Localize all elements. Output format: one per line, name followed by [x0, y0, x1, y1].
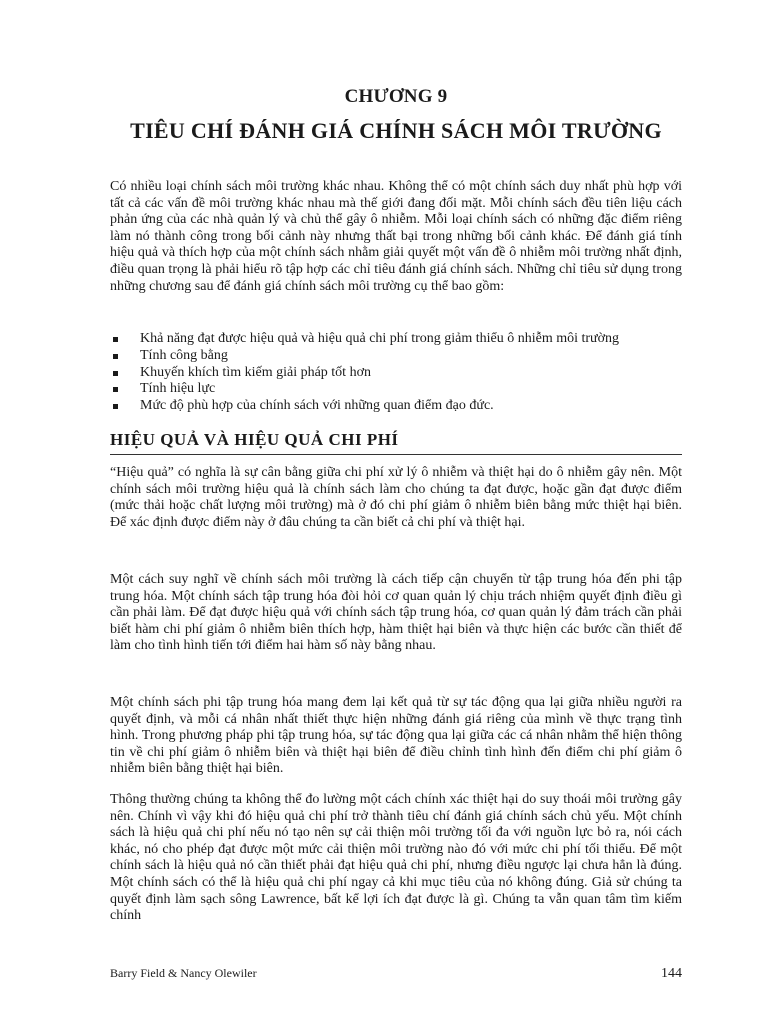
list-item-text: Khuyến khích tìm kiếm giải pháp tốt hơn	[140, 364, 371, 380]
document-page	[110, 0, 682, 1024]
list-item	[110, 398, 682, 415]
list-item-text: Tính công bằng	[140, 347, 228, 363]
section-heading: HIỆU QUẢ VÀ HIỆU QUẢ CHI PHÍ	[110, 430, 682, 455]
list-item-text: Mức độ phù hợp của chính sách với những quan điểm đạo đức.	[140, 398, 494, 414]
section-paragraph: Một cách suy nghĩ về chính sách môi trường là cách tiếp cận chuyển từ tập trung hóa đến phi tập trung hóa. Một chính sách tập trung hóa đòi hỏi cơ quan quản lý chịu trách nhiệm quyết định điều gì cần phải làm. Để đạt được hiệu quả với chính sách tập trung hóa, cơ quan quản lý đảm trách cần phải biết hàm chi phí giảm ô nhiễm biên thích hợp, hàm thiệt hại biên và thực hiện các bước cần thiết để làm cho tình hình tiến tới điểm hai hàm số này bằng nhau.	[110, 572, 682, 654]
footer-authors: Barry Field & Nancy Olewiler	[110, 966, 257, 980]
criteria-list	[110, 331, 682, 415]
square-bullet-icon	[113, 371, 118, 376]
list-item	[110, 365, 682, 382]
square-bullet-icon	[113, 387, 118, 392]
page-number: 144	[661, 966, 682, 981]
section-paragraph: “Hiệu quả” có nghĩa là sự cân bằng giữa chi phí xử lý ô nhiễm và thiệt hại do ô nhiễm gây nên. Một chính sách môi trường hiệu quả là chính sách làm cho chúng ta đạt được, hoặc gần đạt được điểm (mức thải hoặc chất lượng môi trường) mà ở đó chi phí giảm ô nhiễm biên bằng mức thiệt hại biên. Để xác định được điểm này ở đâu chúng ta cần biết cả chi phí và thiệt hại.	[110, 465, 682, 530]
intro-paragraph: Có nhiều loại chính sách môi trường khác nhau. Không thể có một chính sách duy nhất phù hợp với tất cả các vấn đề môi trường khác nhau mà thế giới đang đối mặt. Mỗi chính sách đều tiên liệu cách phản ứng của các nhà quản lý và chủ thể gây ô nhiễm. Mỗi loại chính sách có những đặc điểm riêng làm nó thành công trong bối cảnh này nhưng thất bại trong những bối cảnh khác. Để đánh giá tính hiệu quả và thích hợp của một chính sách nhằm giải quyết một vấn đề ô nhiễm môi trường nhất định, điều quan trọng là phải hiểu rõ tập hợp các chỉ tiêu đánh giá chính sách. Những chỉ tiêu sử dụng trong những chương sau để đánh giá chính sách môi trường cụ thể bao gồm:	[110, 179, 682, 294]
section-paragraph: Một chính sách phi tập trung hóa mang đem lại kết quả từ sự tác động qua lại giữa nhiều người ra quyết định, và mỗi cá nhân nhất thiết thực hiện những đánh giá riêng của mình về thực trạng tình hình. Trong phương pháp phi tập trung hóa, sự tác động qua lại giữa các cá nhân nhằm thể hiện thông tin về chi phí giảm ô nhiễm biên và thiệt hại biên để điều chỉnh tình hình đến điểm chi phí giảm ô nhiễm biên bằng thiệt hại biên.	[110, 695, 682, 777]
list-item	[110, 381, 682, 398]
chapter-number: CHƯƠNG 9	[344, 86, 448, 107]
chapter-title: TIÊU CHÍ ĐÁNH GIÁ CHÍNH SÁCH MÔI TRƯỜNG	[130, 118, 662, 143]
section-paragraph: Thông thường chúng ta không thể đo lường một cách chính xác thiệt hại do suy thoái môi trường gây nên. Chính vì vậy khi đó hiệu quả chi phí trở thành tiêu chí đánh giá chính sách chủ yếu. Một chính sách là hiệu quả chi phí nếu nó tạo nên sự cải thiện môi trường tối đa với nguồn lực bỏ ra, nói cách khác, nó cho phép đạt được một mức cải thiện môi trường nào đó với mức chi phí tối thiểu. Để một chính sách là hiệu quả nó cần thiết phải đạt hiệu quả chi phí, nhưng điều ngược lại chưa hẳn là đúng. Một chính sách có thể là hiệu quả chi phí ngay cả khi mục tiêu của nó không đúng. Giả sử chúng ta quyết định làm sạch sông Lawrence, bất kể lợi ích đạt được là gì. Chúng ta vẫn quan tâm tìm kiếm chính	[110, 792, 682, 924]
list-item	[110, 348, 682, 365]
list-item-text: Tính hiệu lực	[140, 381, 216, 397]
square-bullet-icon	[113, 354, 118, 359]
list-item-text: Khả năng đạt được hiệu quả và hiệu quả chi phí trong giảm thiểu ô nhiễm môi trường	[140, 331, 620, 346]
square-bullet-icon	[113, 404, 118, 409]
list-item	[110, 331, 682, 348]
square-bullet-icon	[113, 337, 118, 342]
